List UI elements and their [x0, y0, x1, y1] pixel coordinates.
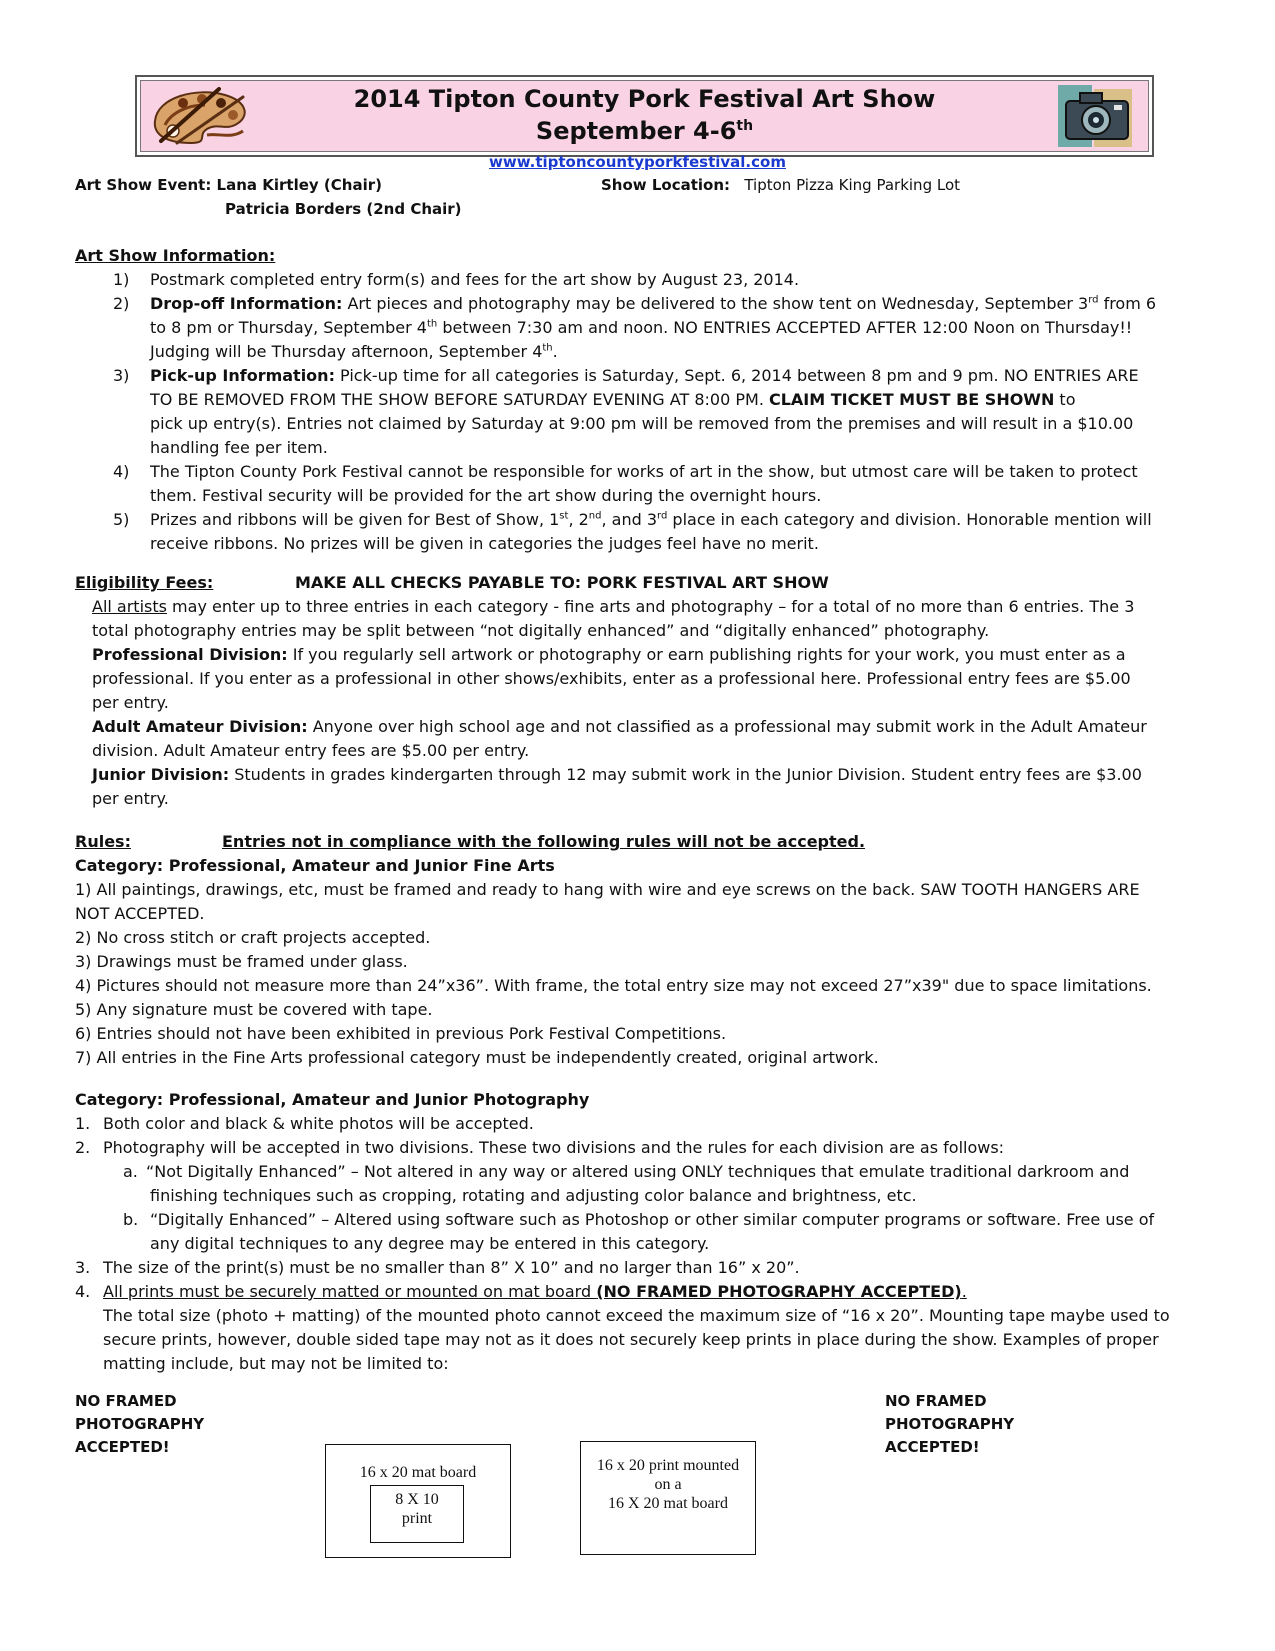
mounted-print-example: 16 x 20 print mounted on a 16 X 20 mat board: [580, 1441, 756, 1555]
no-framed-warning-left: NO FRAMED PHOTOGRAPHY ACCEPTED!: [75, 1392, 205, 1456]
list-item: 5) Any signature must be covered with tape.: [75, 1000, 433, 1019]
list-item: 7) All entries in the Fine Arts professional category must be independently created, original artwork.: [75, 1048, 879, 1067]
fine-arts-rules: [75, 878, 1205, 1070]
photo-rules: 1. Both color and black & white photos will be accepted. 2. Photography will be accepted in two divisions. These two divisions and the rules for each division are as follows: a. “Not Digitally Enhanced” – Not altered in any way or altered using ONLY techniques that emulate traditional darkroom and finishing techniques such as cropping, rotating and adjusting color balance and brightness, etc. b. “Digitally Enhanced” – Altered using software such as Photoshop or other similar computer programs or software. Free use of any digital techniques to any degree may be entered in this category. 3. The size of the print(s) must be no smaller than 8” X 10” and no larger than 16” x 20”. 4. All prints must be securely matted or mounted on mat board (NO FRAMED PHOTOGRAPHY ACCEPTED). The total size (photo + matting) of the mounted photo cannot exceed the maximum size of “16 x 20”. Mounting tape maybe used to secure prints, however, double sided tape may not as it does not securely keep prints in place during the show. Examples of proper matting include, but may not be limited to:: [75, 1114, 1170, 1373]
info-heading: Art Show Information:: [75, 246, 276, 265]
header-banner: [135, 75, 1154, 157]
list-item: 2) No cross stitch or craft projects accepted.: [75, 928, 431, 947]
list-item: 3) Pick-up Information: Pick-up time for all categories is Saturday, Sept. 6, 2014 between 8 pm and 9 pm. NO ENTRIES ARE TO BE REMOVED FROM THE SHOW BEFORE SATURDAY EVENING AT 8:00 PM. CLAIM TICKET MUST BE SHOWN to pick up entry(s). Entries not claimed by Saturday at 9:00 pm will be removed from the premises and will result in a $10.00 handling fee per item.: [113, 366, 1139, 457]
list-item: 4) The Tipton County Pork Festival cannot be responsible for works of art in the show, but utmost care will be taken to protect them. Festival security will be provided for the art show during the overnight hours.: [113, 462, 1138, 505]
info-list: [113, 268, 1193, 556]
page-title: 2014 Tipton County Pork Festival Art Show: [353, 85, 936, 113]
website-link[interactable]: www.tiptoncountyporkfestival.com: [489, 153, 786, 171]
photo-heading: Category: Professional, Amateur and Junior Photography: [75, 1090, 590, 1109]
list-item: 1) Postmark completed entry form(s) and fees for the art show by August 23, 2014.: [113, 270, 800, 289]
print-example: 8 X 10 print: [370, 1485, 464, 1543]
fine-arts-heading: Category: Professional, Amateur and Junior Fine Arts: [75, 856, 555, 875]
list-item: 4) Pictures should not measure more than 24”x36”. With frame, the total entry size may not exceed 27”x39" due to space limitations.: [75, 976, 1152, 995]
checks-payable: MAKE ALL CHECKS PAYABLE TO: PORK FESTIVAL ART SHOW: [295, 573, 829, 592]
list-item: 6) Entries should not have been exhibited in previous Pork Festival Competitions.: [75, 1024, 727, 1043]
show-location: Show Location: Tipton Pizza King Parking Lot: [601, 176, 961, 194]
event-second-chair: Patricia Borders (2nd Chair): [225, 200, 462, 218]
rules-heading: Rules:: [75, 832, 131, 851]
list-item: 3) Drawings must be framed under glass.: [75, 952, 408, 971]
rules-notice: Entries not in compliance with the following rules will not be accepted.: [222, 832, 866, 851]
camera-icon: [1054, 81, 1138, 151]
mat-board-example: 16 x 20 mat board 8 X 10 print: [325, 1444, 511, 1558]
list-item: 2) Drop-off Information: Art pieces and photography may be delivered to the show tent on Wednesday, September 3rd from 6 to 8 pm or Thursday, September 4th between 7:30 am and noon. NO ENTRIES ACCEPTED AFTER 12:00 Noon on Thursday!! Judging will be Thursday afternoon, September 4th.: [113, 294, 1157, 361]
list-item: 5) Prizes and ribbons will be given for Best of Show, 1st, 2nd, and 3rd place in each category and division. Honorable mention will receive ribbons. No prizes will be given in categories the judges feel have no merit.: [113, 510, 1152, 553]
eligibility-body: All artists may enter up to three entries in each category - fine arts and photography – for a total of no more than 6 entries. The 3 total photography entries may be split between “not digitally enhanced” and “digitally enhanced” photography. Professional Division: If you regularly sell artwork or photography or earn publishing rights for your work, you must enter as a professional. If you enter as a professional in other shows/exhibits, enter as a professional here. Professional entry fees are $5.00 per entry. Adult Amateur Division: Anyone over high school age and not classified as a professional may submit work in the Adult Amateur division. Adult Amateur entry fees are $5.00 per entry. Junior Division: Students in grades kindergarten through 12 may submit work in the Junior Division. Student entry fees are $3.00 per entry.: [92, 597, 1147, 808]
list-item: NOT ACCEPTED.: [75, 904, 205, 923]
page-subtitle: September 4-6th: [535, 117, 754, 145]
no-framed-warning-right: NO FRAMED PHOTOGRAPHY ACCEPTED!: [885, 1392, 1015, 1456]
eligibility-heading: Eligibility Fees:: [75, 573, 214, 592]
list-item: 1) All paintings, drawings, etc, must be framed and ready to hang with wire and eye screws on the back. SAW TOOTH HANGERS ARE: [75, 880, 1140, 899]
event-chair: Art Show Event: Lana Kirtley (Chair): [75, 176, 382, 194]
